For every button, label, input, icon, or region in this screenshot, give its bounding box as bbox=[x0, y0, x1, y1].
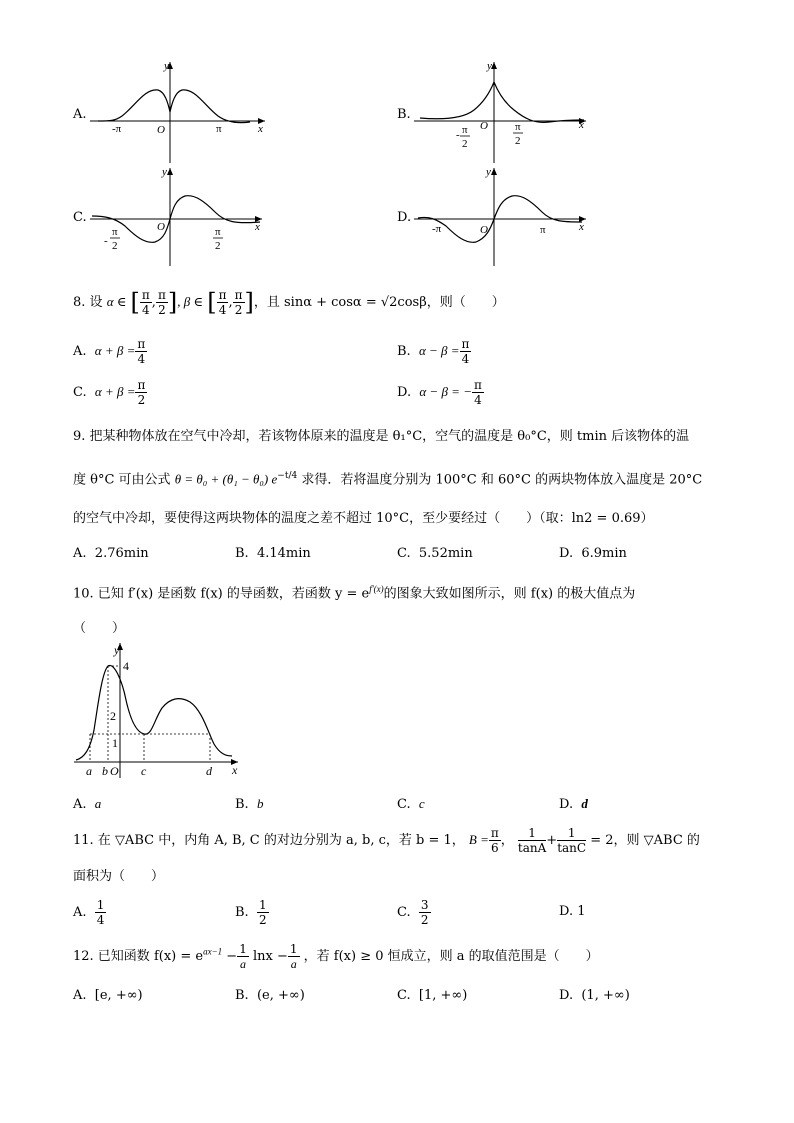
q12-option-a[interactable]: A. [e, +∞) bbox=[73, 988, 143, 1003]
tick-pi: π bbox=[216, 123, 222, 135]
svg-text:2: 2 bbox=[215, 240, 221, 252]
svg-text:O: O bbox=[110, 764, 119, 778]
svg-text:d: d bbox=[206, 764, 212, 778]
q7-option-c-label[interactable]: C. bbox=[73, 210, 87, 225]
q12-stem: 12. 已知函数 $f(x) = e^{ax-1}$ − $\frac{1}{a}$ lnx − $\frac{1}{a}$ ，若 f(x) ≥ 0 恒成立，则 a 的取值范围是（ ） bbox=[73, 942, 599, 971]
q8-option-a[interactable]: A. α + β = $\frac{\pi}{4}$ bbox=[73, 337, 146, 366]
q10-graph bbox=[70, 640, 245, 780]
q10-line1: 10. 已知 f′(x) 是函数 f(x) 的导函数，若函数 $y = e^{f'(x)}$的图象大致如图所示，则 f(x) 的极大值点为 bbox=[73, 584, 636, 602]
q9-line1: 9. 把某种物体放在空气中冷却，若该物体原来的温度是 θ₁°C，空气的温度是 θ₀°C，则 tmin 后该物体的温 bbox=[73, 429, 690, 444]
q11-line1: 11. 在 ▽ABC 中，内角 A, B, C 的对边分别为 a, b, c，若 b = 1， B = $\frac{\pi}{6}$ ， $\frac{1}{\tan A}$ + $\frac{1}{\tan C}$ = 2，则 ▽ABC 的 bbox=[73, 826, 700, 855]
q8-option-b[interactable]: B. α − β = $\frac{\pi}{4}$ bbox=[397, 337, 470, 366]
svg-text:y: y bbox=[486, 166, 491, 178]
q7-graph-a bbox=[90, 58, 270, 166]
svg-text:O: O bbox=[157, 221, 165, 233]
svg-text:2: 2 bbox=[462, 138, 468, 150]
q11-option-c[interactable]: C. $\frac{3}{2}$ bbox=[397, 898, 429, 927]
y-label: y bbox=[164, 60, 169, 72]
svg-text:1: 1 bbox=[112, 736, 118, 750]
q7-option-a-label[interactable]: A. bbox=[73, 107, 87, 122]
svg-text:x: x bbox=[579, 221, 584, 233]
q9-line2: 度 θ°C 可由公式 θ = θ₀ + (θ₁ − θ₀) $e^{-t/4}$ 求得．若将温度分别为 100°C 和 60°C 的两块物体放入温度是 20°C bbox=[73, 471, 703, 488]
q8-stem: 8. 设 α ∈ [ $\frac{\pi}{4}$ , $\frac{\pi}{2}$ ], β ∈ [ $\frac{\pi}{4}$ , $\frac{\pi}{2}$ ]，且 sinα + cosα = √2cosβ，则（ ） bbox=[73, 288, 505, 317]
q9-line3: 的空气中冷却，要使得这两块物体的温度之差不超过 10°C，至少要经过（ ）（取：ln2 = 0.69） bbox=[73, 511, 654, 526]
origin-label: O bbox=[157, 124, 165, 136]
svg-text:-π: -π bbox=[432, 223, 442, 235]
q8-option-d[interactable]: D. α − β = − $\frac{\pi}{4}$ bbox=[397, 378, 482, 407]
curve bbox=[98, 90, 250, 123]
svg-text:π: π bbox=[112, 226, 118, 238]
q9-option-d[interactable]: D. 6.9min bbox=[559, 546, 627, 561]
q11-line2: 面积为（ ） bbox=[73, 869, 165, 884]
q9-option-b[interactable]: B. 4.14min bbox=[235, 546, 311, 561]
svg-text:4: 4 bbox=[123, 659, 129, 673]
q10-option-b[interactable]: B. b bbox=[235, 796, 264, 812]
svg-text:2: 2 bbox=[515, 135, 521, 147]
svg-text:y: y bbox=[487, 60, 492, 72]
svg-text:π: π bbox=[462, 124, 468, 136]
q7-option-b-label[interactable]: B. bbox=[397, 107, 411, 122]
q8-prefix: 8. 设 bbox=[73, 295, 103, 310]
q7-graph-d bbox=[414, 164, 594, 270]
svg-text:π: π bbox=[515, 121, 521, 133]
q12-option-c[interactable]: C. [1, +∞) bbox=[397, 988, 468, 1003]
svg-text:O: O bbox=[480, 224, 488, 236]
svg-text:y: y bbox=[114, 643, 120, 657]
svg-text:b: b bbox=[102, 764, 108, 778]
svg-text:π: π bbox=[215, 226, 221, 238]
q12-option-b[interactable]: B. (e, +∞) bbox=[235, 988, 305, 1003]
q10-option-d[interactable]: D. d bbox=[559, 796, 588, 812]
svg-text:-: - bbox=[456, 129, 460, 141]
svg-text:x: x bbox=[579, 119, 584, 131]
curve bbox=[76, 665, 232, 760]
q8-beta-in: , β ∈ bbox=[177, 294, 204, 309]
svg-text:a: a bbox=[86, 764, 92, 778]
tick-neg-pi: -π bbox=[112, 123, 122, 135]
q7-graph-b bbox=[414, 58, 594, 166]
svg-text:O: O bbox=[480, 120, 488, 132]
q9-option-c[interactable]: C. 5.52min bbox=[397, 546, 473, 561]
q7-graph-c bbox=[90, 164, 270, 270]
svg-text:-: - bbox=[104, 235, 108, 247]
svg-text:c: c bbox=[141, 764, 147, 778]
bracket: [ bbox=[130, 288, 140, 317]
q8-alpha-in: α ∈ bbox=[106, 294, 127, 309]
x-label: x bbox=[258, 123, 263, 135]
q7-option-d-label[interactable]: D. bbox=[397, 210, 412, 225]
q10-option-c[interactable]: C. c bbox=[397, 796, 425, 812]
svg-text:2: 2 bbox=[110, 709, 116, 723]
q12-option-d[interactable]: D. (1, +∞) bbox=[559, 988, 630, 1003]
svg-text:y: y bbox=[162, 166, 167, 178]
q10-option-a[interactable]: A. a bbox=[73, 796, 102, 812]
q10-line2: （ ） bbox=[73, 621, 126, 636]
q8-condition: ，且 sinα + cosα = √2cosβ，则（ ） bbox=[253, 295, 505, 310]
q11-option-b[interactable]: B. $\frac{1}{2}$ bbox=[235, 898, 267, 927]
svg-text:π: π bbox=[540, 224, 546, 236]
svg-text:2: 2 bbox=[112, 240, 118, 252]
q11-option-d[interactable]: D. 1 bbox=[559, 904, 586, 919]
svg-text:x: x bbox=[232, 763, 238, 777]
svg-text:x: x bbox=[255, 221, 260, 233]
q11-option-a[interactable]: A. $\frac{1}{4}$ bbox=[73, 898, 105, 927]
q8-option-c[interactable]: C. α + β = $\frac{\pi}{2}$ bbox=[73, 378, 146, 407]
q9-option-a[interactable]: A. 2.76min bbox=[73, 546, 149, 561]
